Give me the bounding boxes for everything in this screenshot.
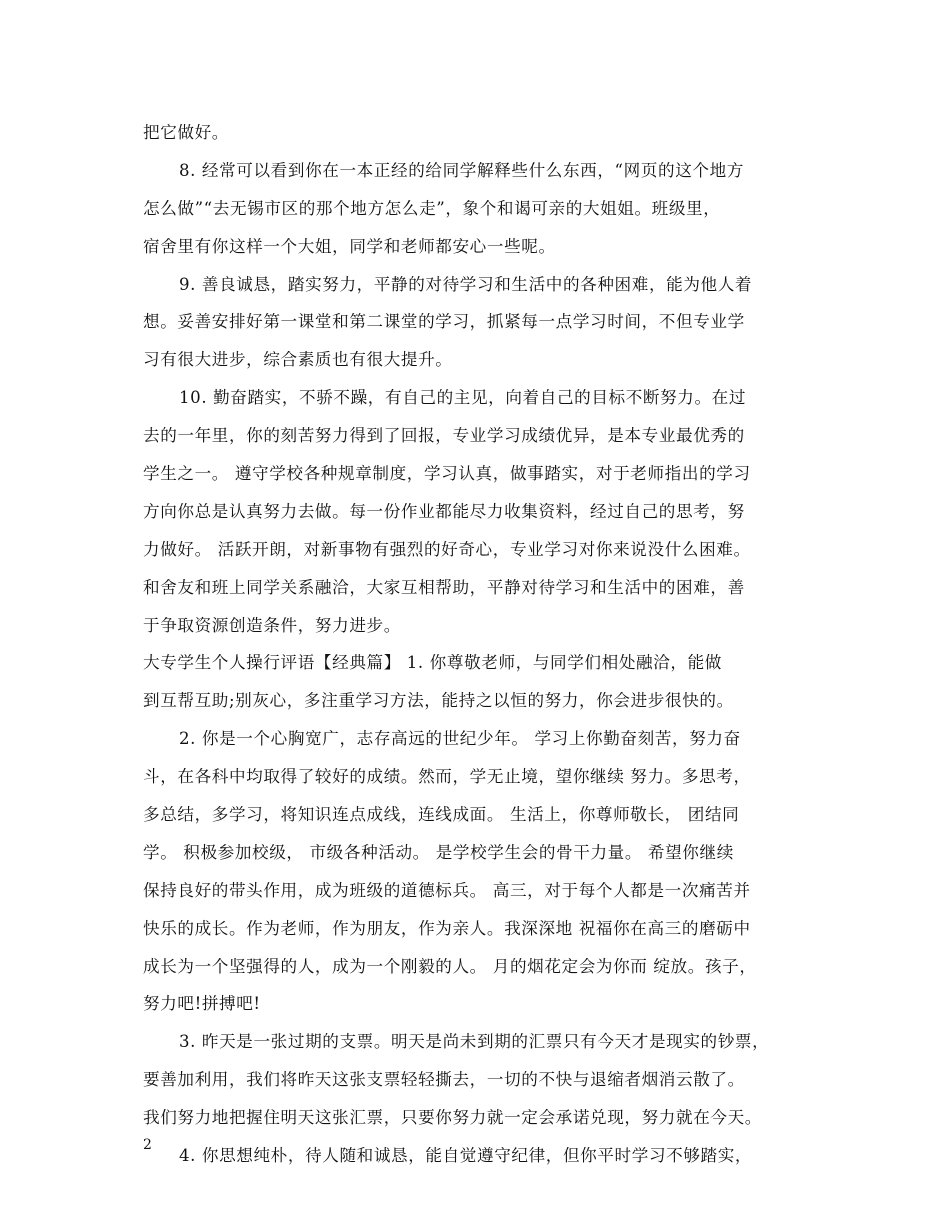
- text-line: 要善加利用，我们将昨天这张支票轻轻撕去，一切的不快与退缩者烟消云散了。: [143, 1070, 745, 1090]
- text-line: 习有很大进步，综合素质也有很大提升。: [143, 350, 453, 370]
- text-line: 2. 你是一个心胸宽广，志存高远的世纪少年。 学习上你勤奋刻苦，努力奋: [179, 729, 741, 749]
- text-line: 把它做好。: [143, 123, 229, 142]
- text-line: 去的一年里，你的刻苦努力得到了回报，专业学习成绩优异，是本专业最优秀的: [143, 426, 745, 446]
- text-line: 9. 善良诚恳，踏实努力，平静的对待学习和生活中的各种困难，能为他人着: [179, 274, 753, 294]
- text-line: 方向你总是认真努力去做。每一份作业都能尽力收集资料，经过自己的思考，努: [143, 501, 745, 521]
- text-line: 10. 勤奋踏实，不骄不躁，有自己的主见，向着自己的目标不断努力。在过: [179, 388, 747, 408]
- text-line: 8. 经常可以看到你在一本正经的给同学解释些什么东西，“网页的这个地方: [179, 160, 744, 180]
- body-text: [143, 114, 823, 1175]
- text-line: 宿舍里有你这样一个大姐，同学和老师都安心一些呢。: [143, 236, 556, 256]
- page-number: 2: [143, 1137, 152, 1153]
- section-heading-line: 大专学生个人操行评语【经典篇】 1. 你尊敬老师，与同学们相处融洽，能做: [143, 653, 722, 673]
- text-line: 多总结，多学习，将知识连点成线，连线成面。 生活上，你尊师敬长， 团结同: [143, 805, 740, 825]
- text-line: 于争取资源创造条件，努力进步。: [143, 615, 401, 635]
- text-line: 学生之一。 遵守学校各种规章制度，学习认真，做事踏实，对于老师指出的学习: [143, 464, 751, 484]
- text-line: 学。 积极参加校级， 市级各种活动。 是学校学生会的骨干力量。 希望你继续: [143, 842, 734, 862]
- text-line: 我们努力地把握住明天这张汇票，只要你努力就一定会承诺兑现，努力就在今天。: [143, 1108, 762, 1128]
- text-line: 3. 昨天是一张过期的支票。明天是尚未到期的汇票只有今天才是现实的钞票，: [179, 1032, 770, 1052]
- text-line: 快乐的成长。作为老师，作为朋友，作为亲人。我深深地 祝福你在高三的磨砺中: [143, 918, 751, 938]
- text-line: 努力吧!拼搏吧!: [143, 994, 261, 1014]
- text-line: 和舍友和班上同学关系融洽，大家互相帮助，平静对待学习和生活中的困难，善: [143, 577, 745, 597]
- text-line: 斗，在各科中均取得了较好的成绩。然而，学无止境，望你继续 努力。多思考，: [143, 767, 751, 787]
- text-line: 到互帮互助;别灰心，多注重学习方法，能持之以恒的努力，你会进步很快的。: [143, 691, 734, 711]
- text-line: 怎么做”“去无锡市区的那个地方怎么走”，象个和谒可亲的大姐姐。班级里，: [143, 198, 721, 218]
- text-line: 力做好。 活跃开朗，对新事物有强烈的好奇心，专业学习对你来说没什么困难。: [143, 539, 751, 559]
- text-line: 保持良好的带头作用，成为班级的道德标兵。 高三，对于每个人都是一次痛苦并: [143, 880, 751, 900]
- text-line: 想。妥善安排好第一课堂和第二课堂的学习，抓紧每一点学习时间，不但专业学: [143, 312, 745, 332]
- text-line: 4. 你思想纯朴，待人随和诚恳，能自觉遵守纪律，但你平时学习不够踏实，: [179, 1146, 753, 1166]
- text-line: 成长为一个坚强得的人，成为一个刚毅的人。 月的烟花定会为你而 绽放。孩子，: [143, 956, 757, 976]
